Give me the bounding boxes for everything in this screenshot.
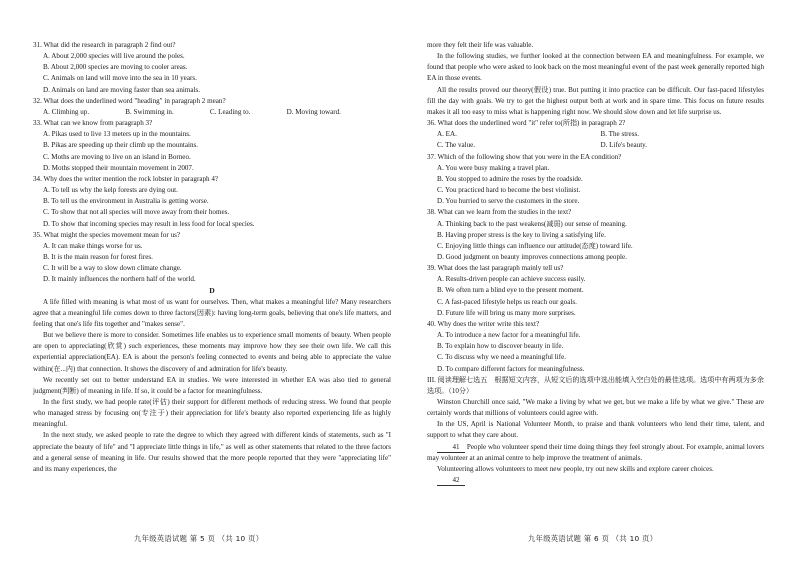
answer-option: B. You stopped to admire the roses by the roadside. — [437, 174, 583, 183]
answer-option: D. Future life will bring us many more surprises. — [437, 308, 576, 317]
passage-d-paragraph-7: All the results proved our theory(假设) true. But putting it into practice can be difficult. Our fast-paced lifestyles fill the day with goals. We try to get the highest output both at work and in spare time. This focus on future results makes it all too easy to miss what is happening right now. We should slow down and let life surprise us. — [427, 85, 764, 116]
blank-42[interactable]: 42 — [437, 476, 465, 486]
question-stem: 34. Why does the writer mention the rock lobster in paragraph 4? — [33, 174, 219, 183]
answer-option: D. Good judgment on beauty improves connections among people. — [437, 252, 627, 261]
passage-d-paragraph-1: A life filled with meaning is what most of us want for ourselves. Then, what makes a meaningful life? Many researchers agree that a meaningful life comes down to three factors(因素): having long-term goals, believing that one's life matters, and feeling that one's life fits together and "makes sense". — [33, 297, 391, 328]
answer-option: B. It is the main reason for forest fires. — [43, 252, 153, 261]
q32-option: D. Moving toward. — [286, 107, 341, 116]
question-stem: 38. What can we learn from the studies in the text? — [427, 208, 572, 217]
question-stem: 40. Why does the writer write this text? — [427, 319, 540, 328]
section-d-heading: D — [209, 286, 215, 296]
answer-option: A. It can make things worse for us. — [43, 241, 143, 250]
answer-option: D. Moths stopped their mountain movement in 2007. — [43, 163, 194, 172]
q36-option: D. Life's beauty. — [600, 141, 648, 150]
right-question-block — [427, 152, 764, 375]
answer-option: D. Animals on land are moving faster than sea animals. — [43, 85, 201, 94]
footer-page-6: 九年级英语试题 第 6 页 （共 10 页） — [528, 534, 658, 543]
answer-option: C. A fast-paced lifestyle helps us reach our goals. — [437, 297, 577, 306]
passage-d-paragraph-2: But we believe there is more to consider. Sometimes life enables us to experience small moments of beauty. When people are open to appreciating(欣赏) such experiences, these moments may improve how they see their own life. We call this experiential appreciation(EA). EA is about the person's feeling connected to events and being able to appreciate the value within(在...内) that connection. It shows the discovery of and admiration for life's beauty. — [33, 331, 391, 373]
question-stem: 37. Which of the following show that you were in the EA condition? — [427, 152, 622, 161]
passage-d-paragraph-3: We recently set out to better understand EA in studies. We were interested in whether EA was also tied to general judgment(判断) of meaning in life. If so, it could be a factor for meaningfulness. — [33, 375, 391, 395]
answer-option: C. Enjoying little things can influence our attitude(态度) toward life. — [437, 241, 633, 250]
question-stem: 35. What might the species movement mean for us? — [33, 230, 181, 239]
volunteer-paragraph-4: Volunteering allows volunteers to meet new people, try out new skills and explore career choices. — [437, 464, 714, 473]
answer-option: A. You were busy making a travel plan. — [437, 163, 550, 172]
answer-option: D. It mainly influences the northern half of the world. — [43, 275, 196, 284]
answer-option: D. To compare different factors for meaningfulness. — [437, 364, 585, 373]
footer-page-5: 九年级英语试题 第 5 页 （共 10 页） — [134, 534, 264, 543]
blank-41[interactable]: 41 — [437, 443, 465, 453]
question-stem: 31. What did the research in paragraph 2 find out? — [33, 41, 176, 49]
right-column — [427, 40, 764, 486]
answer-option: A. To tell us why the kelp forests are dying out. — [43, 186, 178, 195]
question-stem: 33. What can we know from paragraph 3? — [33, 119, 153, 128]
question-36: 36. What does the underlined word "it" refer to(所指) in paragraph 2? — [427, 119, 626, 128]
answer-option: C. Animals on land will move into the sea in 10 years. — [43, 74, 197, 83]
q36-option: C. The value. — [437, 141, 476, 150]
volunteer-paragraph-3-text: People who volunteer spend their time doing things they feel strongly about. For example, animal lovers may volunteer at an animal centre to help improve the treatment of animals. — [427, 442, 764, 462]
left-question-block-1 — [33, 40, 391, 107]
q32-option: C. Leading to. — [209, 107, 251, 116]
q32-option: A. Climbing up. — [43, 107, 90, 116]
q36-options-row-2 — [427, 140, 764, 151]
q32-options — [33, 107, 391, 118]
answer-option: B. Having proper stress is the key to living a satisfying life. — [437, 230, 606, 239]
answer-option: A. Pikas used to live 13 meters up in the mountains. — [43, 130, 191, 139]
passage-d-paragraph-6: In the following studies, we further looked at the connection between EA and meaningfulness. For example, we found that people who were asked to look back on the most meaningful event of the past week generally reported high EA in those events. — [427, 52, 764, 83]
section-3-heading: III. 阅读理解七选五 根据短文内容，从短文后的选项中选出能填入空白处的最佳选项。选项中有两项为多余选项。（10分） — [427, 375, 764, 395]
answer-option: B. We often turn a blind eye to the present moment. — [437, 286, 584, 295]
q36-option: B. The stress. — [600, 130, 639, 139]
q36-option: A. EA. — [437, 130, 457, 139]
answer-option: A. To introduce a new factor for a meaningful life. — [437, 331, 581, 340]
answer-option: B. Pikas are speeding up their climb up the mountains. — [43, 141, 199, 150]
q32-option: B. Swimming in. — [125, 107, 174, 116]
left-question-block-2 — [33, 118, 391, 285]
q36-options-row-1 — [427, 129, 764, 140]
answer-option: A. About 2,000 species will live around the poles. — [43, 52, 185, 61]
answer-option: A. Results-driven people can achieve success easily. — [437, 275, 586, 284]
passage-d-paragraph-5-continued: more they felt their life was valuable. — [427, 41, 534, 49]
answer-option: C. Moths are moving to live on an island in Borneo. — [43, 152, 191, 161]
answer-option: B. About 2,000 species are moving to cooler areas. — [43, 63, 188, 72]
answer-option: C. It will be a way to slow down climate change. — [43, 264, 182, 273]
volunteer-paragraph-3 — [427, 442, 764, 464]
passage-d-paragraph-5: In the next study, we asked people to rate the degree to which they agreed with different kinds of statements, such as "I appreciate the beauty of life" and "I appreciate little things in life," as well as other statements that related to the three factors and a general sense of meaning in life. Our results showed that the more people reported that they were "appreciating life" and its many experiences, the — [33, 431, 391, 473]
answer-option: B. To explain how to discover beauty in life. — [437, 342, 564, 351]
volunteer-paragraph-1: Winston Churchill once said, "We make a living by what we get, but we make a life by what we give." These are certainly words that millions of volunteers could agree with. — [427, 398, 764, 418]
volunteer-paragraph-2: In the US, April is National Volunteer Month, to praise and thank volunteers who lend their time, talent, and support to what they care about. — [427, 420, 764, 440]
question-stem: 32. What does the underlined word "heading" in paragraph 2 mean? — [33, 96, 226, 105]
answer-option: B. To tell us the environment in Australia is getting worse. — [43, 197, 209, 206]
answer-option: D. To show that incoming species may result in less food for local species. — [43, 219, 255, 228]
question-stem: 39. What does the last paragraph mainly tell us? — [427, 264, 564, 273]
answer-option: A. Thinking back to the past weakens(减弱) our sense of meaning. — [437, 219, 627, 228]
answer-option: C. To show that not all species will move away from their homes. — [43, 208, 230, 217]
left-column — [33, 40, 391, 475]
answer-option: C. You practiced hard to become the best violinist. — [437, 186, 581, 195]
volunteer-paragraph-5 — [427, 475, 764, 486]
passage-d-paragraph-4: In the first study, we had people rate(评估) their support for different methods of reducing stress. We found that people who managed stress by focusing on(专注于) their appreciation for life's beauty also reported experiencing life as highly meaningful. — [33, 398, 391, 429]
answer-option: C. To discuss why we need a meaningful life. — [437, 353, 567, 362]
answer-option: D. You hurried to serve the customers in the store. — [437, 197, 580, 206]
